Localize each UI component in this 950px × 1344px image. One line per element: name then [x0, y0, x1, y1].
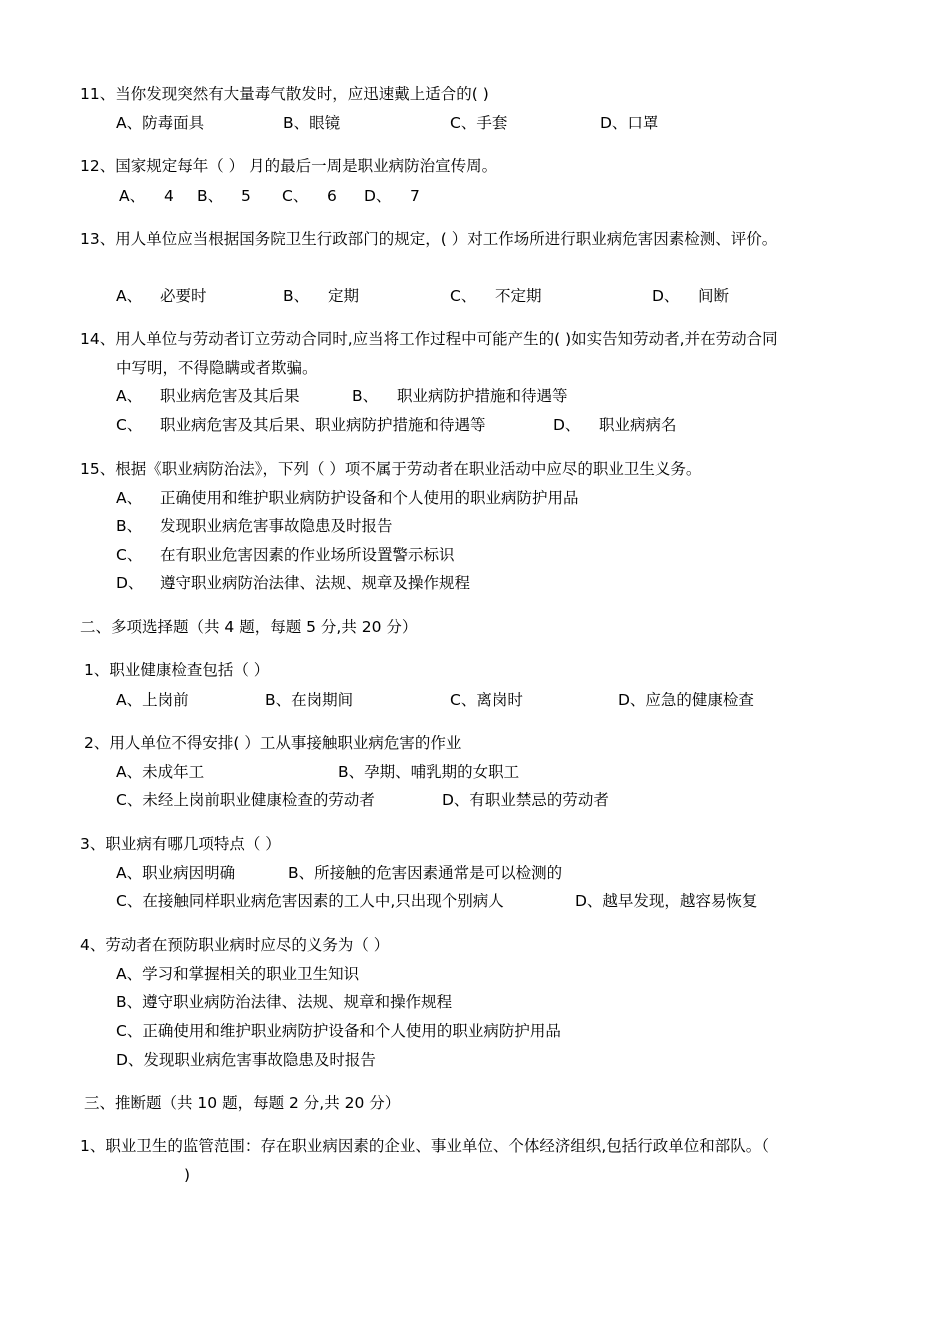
- question-15: 15、根据《职业病防治法》，下列（ ）项不属于劳动者在职业活动中应尽的职业卫生义务。: [80, 460, 702, 478]
- q14-option-b-label: B、: [352, 387, 379, 405]
- q12-option-a-label: A、: [119, 187, 146, 205]
- q15-option-d-label: D、: [116, 574, 144, 592]
- m4-option-d: D、发现职业病危害事故隐患及时报告: [116, 1051, 376, 1069]
- q14-option-a: 职业病危害及其后果: [160, 387, 300, 405]
- q12-option-c: 6: [327, 187, 337, 205]
- q13-option-d: 间断: [698, 287, 730, 305]
- q13-option-b-label: B、: [283, 287, 310, 305]
- q15-option-c-label: C、: [116, 546, 143, 564]
- q11-option-a: A、防毒面具: [116, 114, 205, 132]
- m1-option-b: B、在岗期间: [265, 691, 354, 709]
- q13-option-a-label: A、: [116, 287, 143, 305]
- question-11: 11、当你发现突然有大量毒气散发时，应迅速戴上适合的( ): [80, 85, 489, 103]
- q15-option-a-label: A、: [116, 489, 143, 507]
- q13-option-c: 不定期: [495, 287, 542, 305]
- q14-option-b: 职业病防护措施和待遇等: [397, 387, 568, 405]
- judgement-question-1: 1、职业卫生的监管范围：存在职业病因素的企业、事业单位、个体经济组织,包括行政单位和部队。（: [80, 1137, 770, 1155]
- multi-question-3: 3、职业病有哪几项特点（ ）: [80, 835, 281, 853]
- m3-option-c: C、在接触同样职业病危害因素的工人中,只出现个别病人: [116, 892, 504, 910]
- m4-option-b: B、遵守职业病防治法律、法规、规章和操作规程: [116, 993, 453, 1011]
- q15-option-b-label: B、: [116, 517, 143, 535]
- m3-option-b: B、所接触的危害因素通常是可以检测的: [288, 864, 563, 882]
- multi-question-2: 2、用人单位不得安排( ）工从事接触职业病危害的作业: [84, 734, 462, 752]
- m1-option-a: A、上岗前: [116, 691, 189, 709]
- q13-option-d-label: D、: [652, 287, 680, 305]
- q13-option-b: 定期: [328, 287, 360, 305]
- m3-option-a: A、职业病因明确: [116, 864, 236, 882]
- multi-question-4: 4、劳动者在预防职业病时应尽的义务为（ ）: [80, 936, 390, 954]
- m1-option-d: D、应急的健康检查: [618, 691, 754, 709]
- q12-option-d: 7: [410, 187, 420, 205]
- multi-question-1: 1、职业健康检查包括（ ）: [84, 661, 270, 679]
- q14-option-c-label: C、: [116, 416, 143, 434]
- question-12: 12、国家规定每年（ ） 月的最后一周是职业病防治宣传周。: [80, 157, 498, 175]
- q11-option-c: C、手套: [450, 114, 508, 132]
- q11-option-b: B、眼镜: [283, 114, 341, 132]
- q12-option-b: 5: [241, 187, 251, 205]
- m3-option-d: D、越早发现，越容易恢复: [575, 892, 758, 910]
- q12-option-b-label: B、: [197, 187, 224, 205]
- q11-option-d: D、口罩: [600, 114, 659, 132]
- question-14-continued: 中写明，不得隐瞒或者欺骗。: [116, 359, 318, 377]
- m2-option-a: A、未成年工: [116, 763, 205, 781]
- q14-option-d-label: D、: [553, 416, 581, 434]
- q14-option-a-label: A、: [116, 387, 143, 405]
- q15-option-b: 发现职业病危害事故隐患及时报告: [160, 517, 393, 535]
- q12-option-c-label: C、: [282, 187, 309, 205]
- m2-option-d: D、有职业禁忌的劳动者: [442, 791, 609, 809]
- q15-option-a: 正确使用和维护职业病防护设备和个人使用的职业病防护用品: [160, 489, 579, 507]
- question-14: 14、用人单位与劳动者订立劳动合同时,应当将工作过程中可能产生的( )如实告知劳动者,并在劳动合同: [80, 330, 778, 348]
- q14-option-d: 职业病病名: [599, 416, 677, 434]
- q14-option-c: 职业病危害及其后果、职业病防护措施和待遇等: [160, 416, 486, 434]
- m1-option-c: C、离岗时: [450, 691, 523, 709]
- q12-option-a: 4: [164, 187, 174, 205]
- section-2-heading: 二、多项选择题（共 4 题，每题 5 分,共 20 分）: [80, 618, 418, 636]
- m4-option-a: A、学习和掌握相关的职业卫生知识: [116, 965, 360, 983]
- m2-option-b: B、孕期、哺乳期的女职工: [338, 763, 520, 781]
- q12-option-d-label: D、: [364, 187, 392, 205]
- q15-option-d: 遵守职业病防治法律、法规、规章及操作规程: [160, 574, 471, 592]
- m2-option-c: C、未经上岗前职业健康检查的劳动者: [116, 791, 375, 809]
- q13-option-a: 必要时: [160, 287, 207, 305]
- judgement-question-1-paren: ): [184, 1166, 191, 1184]
- q13-option-c-label: C、: [450, 287, 477, 305]
- q15-option-c: 在有职业危害因素的作业场所设置警示标识: [160, 546, 455, 564]
- question-13: 13、用人单位应当根据国务院卫生行政部门的规定，( ）对工作场所进行职业病危害因素检测、评价。: [80, 230, 778, 248]
- m4-option-c: C、正确使用和维护职业病防护设备和个人使用的职业病防护用品: [116, 1022, 561, 1040]
- section-3-heading: 三、推断题（共 10 题，每题 2 分,共 20 分）: [84, 1094, 401, 1112]
